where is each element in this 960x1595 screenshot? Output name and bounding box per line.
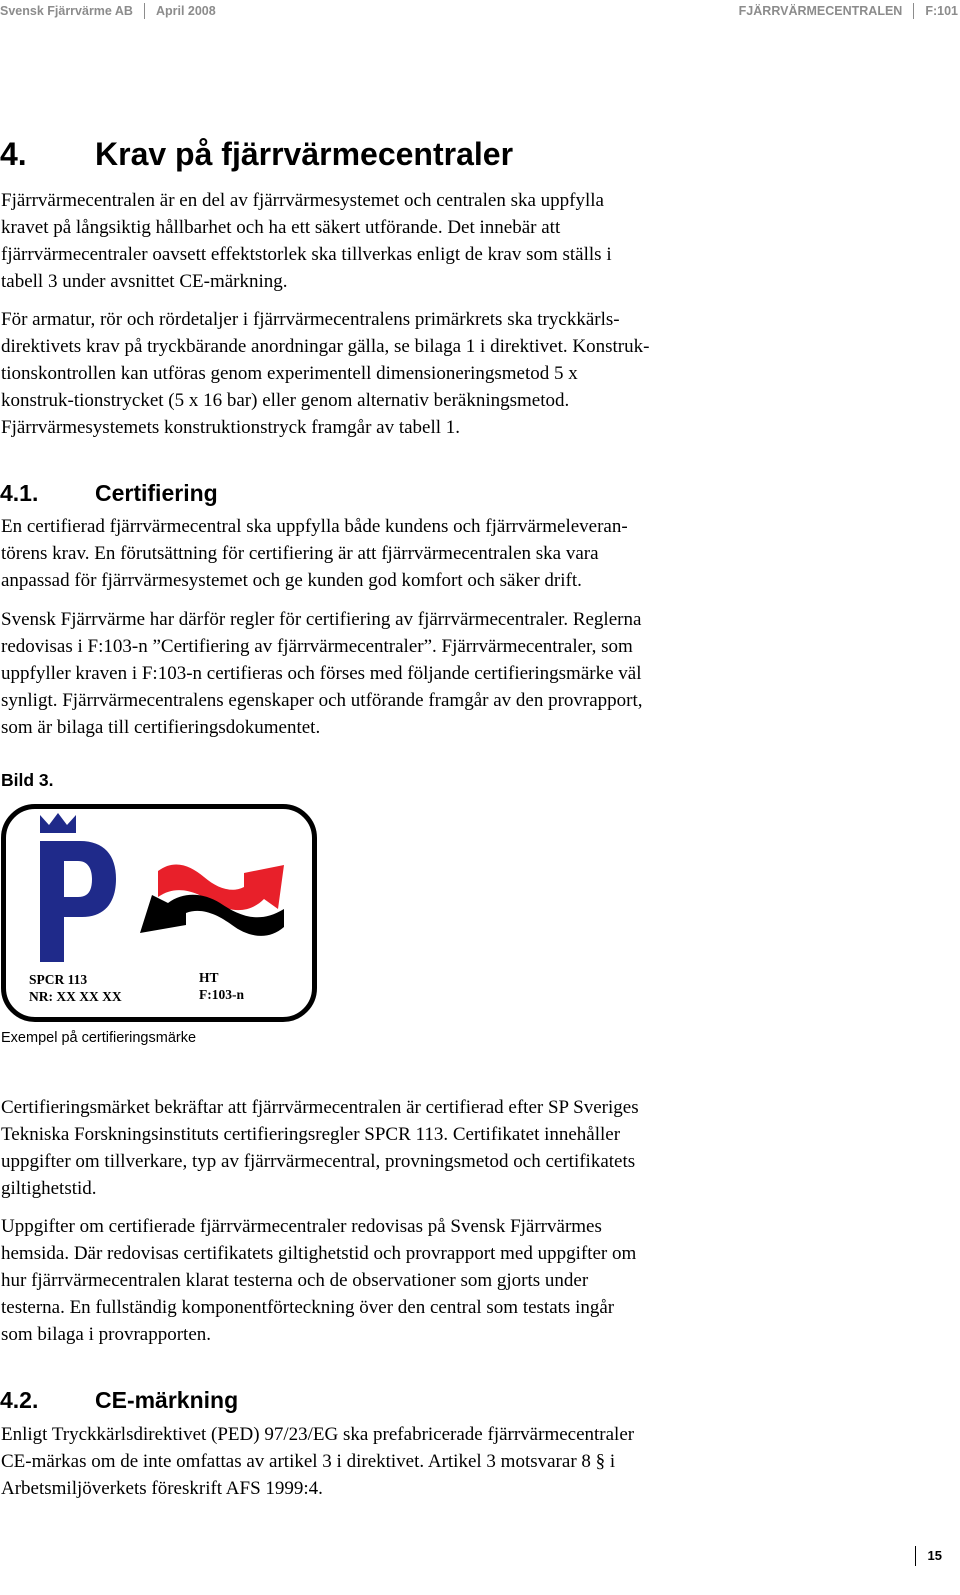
- text-line: Fjärrvärmecentralen är en del av fjärrvärmesystemet och centralen ska uppfylla: [1, 190, 604, 211]
- section-4-1-paragraph-3: [1, 1094, 791, 1202]
- text-line: synligt. Fjärrvärmecentralens egenskaper och utförande framgår av den provrapport,: [1, 690, 643, 711]
- text-line: tabell 3 under avsnittet CE-märkning.: [1, 271, 288, 292]
- text-line: anpassad för fjärrvärmesystemet och ge kunden god komfort och säker drift.: [1, 570, 582, 591]
- header-divider: [144, 3, 145, 19]
- text-line: tionskontrollen kan utföras genom experimentell dimensioneringsmetod 5 x: [1, 363, 578, 384]
- text-line: Tekniska Forskningsinstituts certifieringsregler SPCR 113. Certifikatet innehåller: [1, 1124, 621, 1145]
- badge-ht: HT: [199, 970, 219, 985]
- page-number: 15: [915, 1546, 942, 1566]
- figure-label: Bild 3.: [1, 770, 54, 790]
- badge-left-text: [29, 971, 122, 1005]
- section-4-paragraph-2: [1, 306, 791, 441]
- section-number: 4.1.: [0, 480, 39, 506]
- badge-right-text: [199, 969, 244, 1003]
- text-line: törens krav. En förutsättning för certifiering är att fjärrvärmecentralen ska vara: [1, 543, 599, 564]
- section-number: 4.: [0, 136, 27, 172]
- header-divider: [913, 3, 914, 19]
- text-line: Fjärrvärmesystemets konstruktionstryck framgår av tabell 1.: [1, 417, 461, 438]
- header-left: [0, 3, 216, 19]
- section-4-1-paragraph-2: [1, 606, 791, 741]
- text-line: fjärrvärmecentraler oavsett effektstorlek ska tillverkas enligt de krav som ställs i: [1, 244, 612, 265]
- section-4-2-paragraph-1: [1, 1421, 791, 1502]
- text-line: uppgifter om tillverkare, typ av fjärrvärmecentral, provningsmetod och certifikatets: [1, 1151, 636, 1172]
- text-line: kravet på långsiktig hållbarhet och ha ett säkert utförande. Det innebär att: [1, 217, 561, 238]
- badge-spcr: SPCR 113: [29, 972, 88, 987]
- crown-icon: [40, 813, 76, 833]
- text-line: uppfyller kraven i F:103-n certifieras och förses med följande certifieringsmärke väl: [1, 663, 642, 684]
- text-line: Certifieringsmärket bekräftar att fjärrvärmecentralen är certifierad efter SP Sveriges: [1, 1097, 639, 1118]
- header-company: Svensk Fjärrvärme AB: [0, 4, 133, 18]
- header-document: FJÄRRVÄRMECENTRALEN: [738, 4, 903, 18]
- wave-arrow-black-icon: [140, 895, 284, 936]
- section-4-paragraph-1: [1, 187, 791, 295]
- text-line: testerna. En fullständig komponentförteckning över den central som testats ingår: [1, 1297, 615, 1318]
- p-mark-icon: [40, 841, 116, 962]
- text-line: som bilaga i provrapporten.: [1, 1324, 212, 1345]
- text-line: CE-märkas om de inte omfattas av artikel 3 i direktivet. Artikel 3 motsvarar 8 § i: [1, 1451, 616, 1472]
- badge-standard: F:103-n: [199, 987, 244, 1002]
- text-line: hemsida. Där redovisas certifikatets giltighetstid och provrapport med uppgifter om: [1, 1243, 637, 1264]
- text-line: hur fjärrvärmecentralen klarat testerna och de observationer som gjorts under: [1, 1270, 589, 1291]
- badge-number: NR: XX XX XX: [29, 989, 122, 1004]
- section-4-heading: [0, 134, 513, 174]
- section-number: 4.2.: [0, 1387, 39, 1413]
- text-line: som är bilaga till certifieringsdokumentet.: [1, 717, 321, 738]
- header-date: April 2008: [155, 4, 216, 18]
- text-line: Arbetsmiljöverkets föreskrift AFS 1999:4.: [1, 1478, 323, 1499]
- section-title: Certifiering: [95, 480, 218, 506]
- text-line: En certifierad fjärrvärmecentral ska uppfylla både kundens och fjärrvärmeleveran-: [1, 516, 628, 537]
- section-4-2-heading: [0, 1385, 238, 1415]
- text-line: giltighetstid.: [1, 1178, 97, 1199]
- text-line: För armatur, rör och rördetaljer i fjärrvärmecentralens primärkrets ska tryckkärls-: [1, 309, 620, 330]
- header-right: [739, 3, 958, 19]
- section-4-1-paragraph-4: [1, 1213, 791, 1348]
- text-line: Svensk Fjärrvärme har därför regler för certifiering av fjärrvärmecentraler. Reglerna: [1, 609, 642, 630]
- text-line: direktivets krav på tryckbärande anordningar gälla, se bilaga 1 i direktivet. Konstruk-: [1, 336, 650, 357]
- text-line: redovisas i F:103-n ”Certifiering av fjärrvärmecentraler”. Fjärrvärmecentraler, som: [1, 636, 633, 657]
- certification-mark: [1, 804, 317, 1022]
- text-line: konstruk-tionstrycket (5 x 16 bar) eller genom alternativ beräkningsmetod.: [1, 390, 570, 411]
- section-title: CE-märkning: [95, 1387, 239, 1413]
- figure-caption: Exempel på certifieringsmärke: [1, 1030, 197, 1046]
- text-line: Uppgifter om certifierade fjärrvärmecentraler redovisas på Svensk Fjärrvärmes: [1, 1216, 602, 1237]
- section-4-1-paragraph-1: [1, 513, 791, 594]
- page-header: [0, 3, 958, 21]
- header-code: F:101: [925, 4, 958, 18]
- text-line: Enligt Tryckkärlsdirektivet (PED) 97/23/EG ska prefabricerade fjärrvärmecentraler: [1, 1424, 635, 1445]
- section-title: Krav på fjärrvärmecentraler: [95, 136, 514, 172]
- section-4-1-heading: [0, 478, 218, 508]
